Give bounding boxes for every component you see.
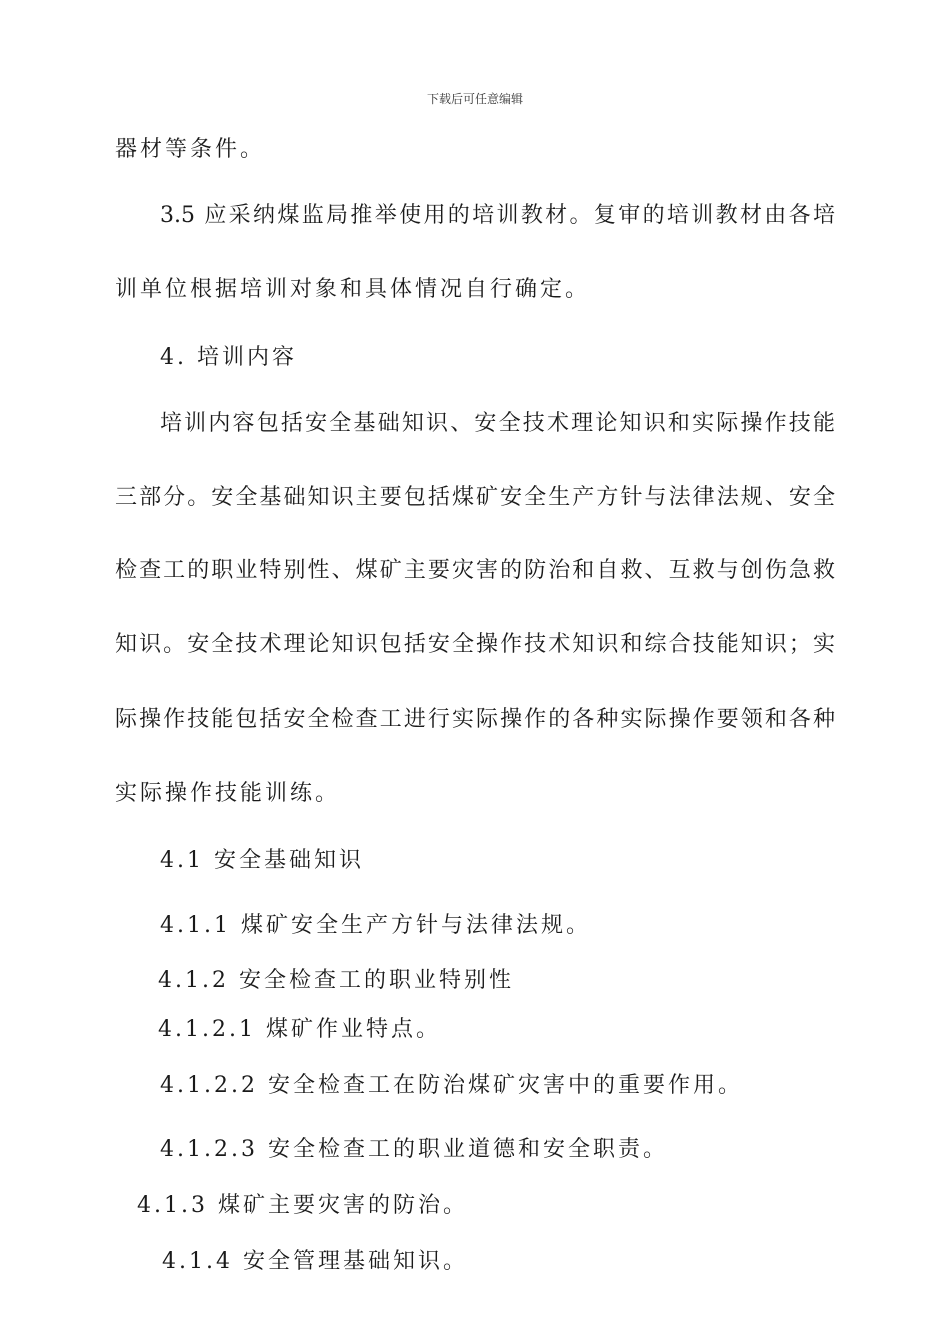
paragraph-line: 训单位根据培训对象和具体情况自行确定。 — [115, 277, 591, 302]
paragraph-line: 检查工的职业特别性、煤矿主要灾害的防治和自救、互救与创伤急救 — [115, 558, 835, 583]
paragraph-line: 三部分。安全基础知识主要包括煤矿安全生产方针与法律法规、安全 — [115, 485, 835, 510]
paragraph-line: 培训内容包括安全基础知识、安全技术理论知识和实际操作技能 — [160, 411, 835, 436]
paragraph-line: 知识。安全技术理论知识包括安全操作技术知识和综合技能知识；实 — [115, 632, 835, 657]
page-header: 下载后可任意编辑 — [426, 92, 523, 106]
subsection-heading: 4.1.3 煤矿主要灾害的防治。 — [137, 1193, 468, 1218]
paragraph-line: 器材等条件。 — [115, 137, 266, 162]
paragraph-line: 3.5 应采纳煤监局推举使用的培训教材。复审的培训教材由各培 — [160, 203, 835, 228]
subsection-item: 4.1.2.1 煤矿作业特点。 — [158, 1017, 441, 1042]
paragraph-line: 际操作技能包括安全检查工进行实际操作的各种实际操作要领和各种 — [115, 707, 835, 732]
subsection-heading: 4.1.1 煤矿安全生产方针与法律法规。 — [160, 913, 591, 938]
section-heading: 4.1 安全基础知识 — [160, 848, 364, 873]
subsection-heading: 4.1.4 安全管理基础知识。 — [162, 1249, 468, 1274]
paragraph-line: 实际操作技能训练。 — [115, 781, 341, 806]
section-heading: 4. 培训内容 — [160, 345, 297, 370]
subsection-item: 4.1.2.2 安全检查工在防治煤矿灾害中的重要作用。 — [160, 1073, 743, 1098]
subsection-item: 4.1.2.3 安全检查工的职业道德和安全职责。 — [160, 1137, 668, 1162]
subsection-heading: 4.1.2 安全检查工的职业特别性 — [158, 968, 514, 993]
